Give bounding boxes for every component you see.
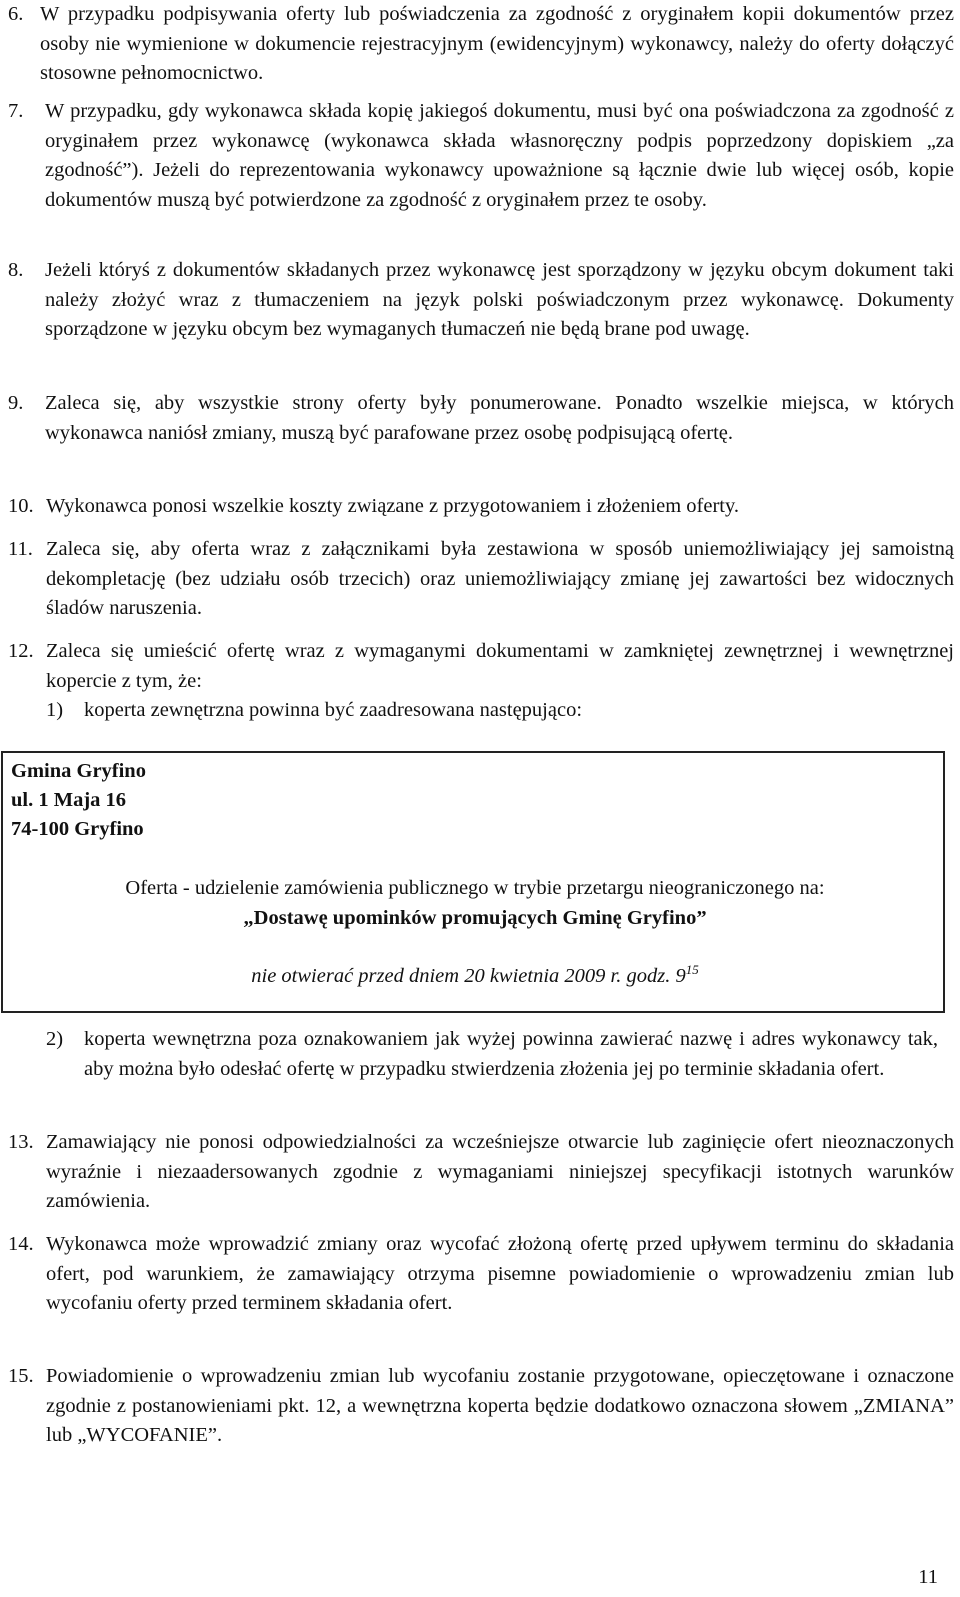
item-text: W przypadku podpisywania oferty lub poświadczenia za zgodność z oryginałem kopii dokumentów przez osoby nie wymienione w dokumencie rejestracyjnym (ewidencyjnym) wykonawcy, należy do oferty dołączyć stosowne pełnomocnictwo. (40, 3, 954, 84)
sub-item-text: koperta wewnętrzna poza oznakowaniem jak wyżej powinna zawierać nazwę i adres wykonawcy tak, aby można było odesłać ofertę w przypadku stwierdzenia złożenia jej po terminie składania ofert. (84, 1028, 938, 1080)
item-text: Jeżeli któryś z dokumentów składanych przez wykonawcę jest sporządzony w języku obcym dokument taki należy złożyć wraz z tłumaczeniem na język polski poświadczonym przez wykonawcę. Dokumenty sporządzone w języku obcym bez wymaganych tłumaczeń nie będą brane pod uwagę. (45, 259, 954, 340)
item-text: Wykonawca może wprowadzić zmiany oraz wycofać złożoną ofertę przed upływem terminu do składania ofert, pod warunkiem, że zamawiający otrzyma pisemne powiadomienie o wprowadzeniu zmian lub wycofaniu oferty przed terminem składania ofert. (46, 1233, 954, 1314)
sub-item-1 (46, 696, 954, 726)
list-item-12 (8, 637, 954, 726)
offer-line: Oferta - udzielenie zamówienia publicznego w trybie przetargu nieograniczonego na: (125, 877, 825, 899)
list-item-7 (8, 97, 954, 215)
list-item-14 (8, 1230, 954, 1319)
do-not-open-minutes: 15 (685, 962, 699, 978)
item-text: Zaleca się umieścić ofertę wraz z wymaganymi dokumentami w zamkniętej zewnętrznej i wewnętrznej kopercie z tym, że: (46, 640, 954, 692)
item-number: 14. (8, 1233, 34, 1255)
sub-item-number: 2) (46, 1028, 64, 1050)
item-number: 12. (8, 640, 34, 662)
item-number: 11. (8, 538, 33, 560)
offer-subject: „Dostawę upominków promujących Gminę Gryfino” (243, 907, 707, 929)
item-text: Zamawiający nie ponosi odpowiedzialności za wcześniejsze otwarcie lub zaginięcie ofert nieoznaczonych wyraźnie i niezaadersowanych zgodnie z wymaganiami niniejszej specyfikacji istotnych warunków zamówienia. (46, 1131, 954, 1212)
item-number: 7. (8, 100, 24, 122)
item-number: 8. (8, 259, 24, 281)
item-text: Zaleca się, aby oferta wraz z załącznikami była zestawiona w sposób uniemożliwiający jej samoistną dekompletację (bez udziału osób trzecich) oraz uniemożliwiający zmianę jej zawartości bez widocznych śladów naruszenia. (46, 538, 954, 619)
item-number: 15. (8, 1365, 34, 1387)
sub-item-number: 1) (46, 699, 64, 721)
sub-item-text: koperta zewnętrzna powinna być zaadresowana następująco: (84, 699, 583, 721)
list-item-15 (8, 1362, 954, 1451)
item-number: 9. (8, 392, 24, 414)
item-number: 10. (8, 495, 34, 517)
list-item-8 (8, 256, 954, 345)
item-number: 13. (8, 1131, 34, 1153)
item-text: W przypadku, gdy wykonawca składa kopię jakiegoś dokumentu, musi być ona poświadczona za zgodność z oryginałem przez wykonawcę (wykonawca składa własnoręczny podpis poprzedzony dopiskiem „za zgodność”). Jeżeli do reprezentowania wykonawcy upoważnione są łącznie dwie lub więcej osób, kopie dokumentów muszą być potwierdzone za zgodność z oryginałem przez te osoby. (45, 100, 954, 211)
list-item-9 (8, 389, 954, 448)
list-item-13 (8, 1128, 954, 1217)
item-text: Powiadomienie o wprowadzeniu zmian lub wycofaniu zostanie przygotowane, opieczętowane i oznaczone zgodnie z postanowieniami pkt. 12, a wewnętrzna koperta będzie dodatkowo oznaczona słowem „ZMIANA” lub „WYCOFANIE”. (46, 1365, 954, 1446)
list-item-11 (8, 535, 954, 624)
sub-item-2 (46, 1025, 938, 1084)
envelope-label-box (1, 751, 945, 1013)
address-line-1: Gmina Gryfino (11, 760, 146, 782)
item-text: Zaleca się, aby wszystkie strony oferty były ponumerowane. Ponadto wszelkie miejsca, w których wykonawca naniósł zmiany, muszą być parafowane przez osobę podpisującą ofertę. (45, 392, 954, 444)
do-not-open-note (3, 962, 947, 992)
do-not-open-text: nie otwierać przed dniem 20 kwietnia 2009 r. godz. 9 (251, 965, 686, 987)
address-line-2: ul. 1 Maja 16 (11, 789, 127, 811)
list-item-6 (8, 0, 954, 89)
item-number: 6. (8, 3, 24, 25)
list-item-10 (8, 492, 954, 522)
item-text: Wykonawca ponosi wszelkie koszty związane z przygotowaniem i złożeniem oferty. (46, 495, 740, 517)
page-number: 11 (918, 1566, 938, 1588)
item-body (46, 637, 954, 726)
address-line-3: 74-100 Gryfino (11, 818, 144, 840)
